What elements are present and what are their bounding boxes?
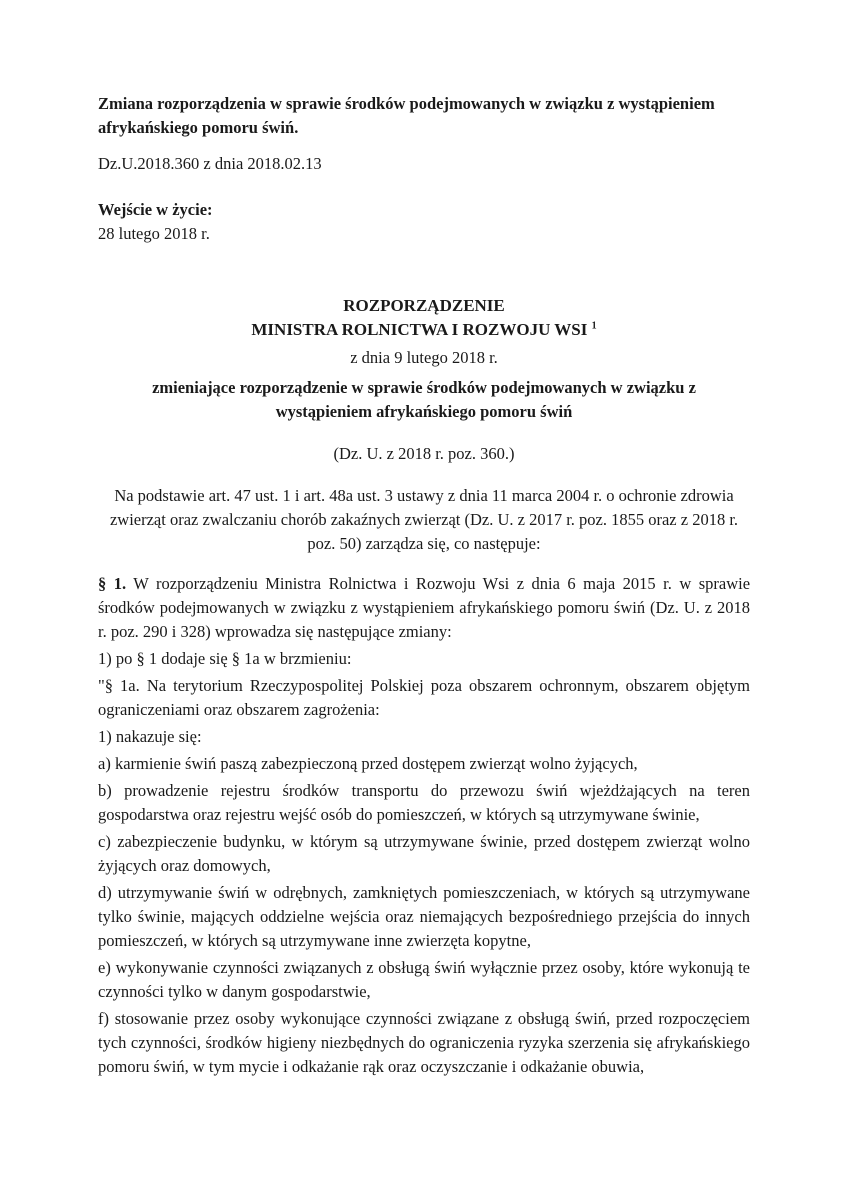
act-type: ROZPORZĄDZENIE	[343, 296, 505, 315]
list-item: f) stosowanie przez osoby wykonujące czynności związane z obsługą świń, przed rozpoczęciem tych czynności, środków higieny niezbędnych do ograniczenia ryzyka szerzenia się afrykańskiego pomoru świń, w tym mycie i odkażanie rąk oraz oczyszczanie i odkażanie obuwia,	[98, 1009, 750, 1076]
list-item: c) zabezpieczenie budynku, w którym są utrzymywane świnie, przed dostępem zwierząt wolno żyjących oraz domowych,	[98, 832, 750, 875]
point-1: 1) po § 1 dodaje się § 1a w brzmieniu:	[98, 649, 352, 668]
section-1	[98, 572, 750, 1079]
section-1-sign: § 1.	[98, 574, 127, 593]
section-1-body: W rozporządzeniu Ministra Rolnictwa i Rozwoju Wsi z dnia 6 maja 2015 r. w sprawie środków podejmowanych w związku z wystąpieniem afrykańskiego pomoru świń (Dz. U. z 2018 r. poz. 290 i 328) wprowadza się następujące zmiany:	[98, 574, 751, 641]
document-page	[98, 92, 750, 1079]
list-item: e) wykonywanie czynności związanych z obsługą świń wyłącznie przez osoby, które wykonują te czynności tylko w danym gospodarstwie,	[98, 958, 750, 1001]
quoted-paragraph: "§ 1a. Na terytorium Rzeczypospolitej Polskiej poza obszarem ochronnym, obszarem objętym ograniczeniami oraz obszarem zagrożenia:	[98, 676, 750, 719]
act-subject: zmieniające rozporządzenie w sprawie środków podejmowanych w związku z wystąpieniem afrykańskiego pomoru świń	[152, 378, 696, 421]
sub-point-1: 1) nakazuje się:	[98, 727, 202, 746]
act-authority-text: MINISTRA ROLNICTWA I ROZWOJU WSI	[251, 320, 588, 339]
preamble: Na podstawie art. 47 ust. 1 i art. 48a ust. 3 ustawy z dnia 11 marca 2004 r. o ochronie zdrowia zwierząt oraz zwalczaniu chorób zakaźnych zwierząt (Dz. U. z 2017 r. poz. 1855 oraz z 2018 r. poz. 50) zarządza się, co następuje:	[109, 486, 739, 553]
publication-reference: Dz.U.2018.360 z dnia 2018.02.13	[98, 154, 322, 173]
section-1-text	[98, 572, 750, 644]
list-item: b) prowadzenie rejestru środków transportu do przewozu świń wjeżdżających na teren gospodarstwa oraz rejestru wejść osób do pomieszczeń, w których są utrzymywane świnie,	[98, 781, 750, 824]
list-item: a) karmienie świń paszą zabezpieczoną przed dostępem zwierząt wolno żyjących,	[98, 754, 638, 773]
act-heading	[98, 294, 750, 466]
effective-label: Wejście w życie:	[98, 200, 213, 219]
act-authority	[98, 318, 750, 342]
act-date: z dnia 9 lutego 2018 r.	[350, 348, 498, 367]
journal-reference: (Dz. U. z 2018 r. poz. 360.)	[333, 444, 515, 463]
effective-date: 28 lutego 2018 r.	[98, 224, 210, 243]
footnote-mark: 1	[591, 320, 597, 332]
list-item: d) utrzymywanie świń w odrębnych, zamkniętych pomieszczeniach, w których są utrzymywane tylko świnie, mających oddzielne wejścia oraz niemających bezpośredniego przejścia do innych pomieszczeń, w których są utrzymywane inne zwierzęta kopytne,	[98, 883, 750, 950]
document-title: Zmiana rozporządzenia w sprawie środków podejmowanych w związku z wystąpieniem afrykańskiego pomoru świń.	[98, 94, 715, 137]
